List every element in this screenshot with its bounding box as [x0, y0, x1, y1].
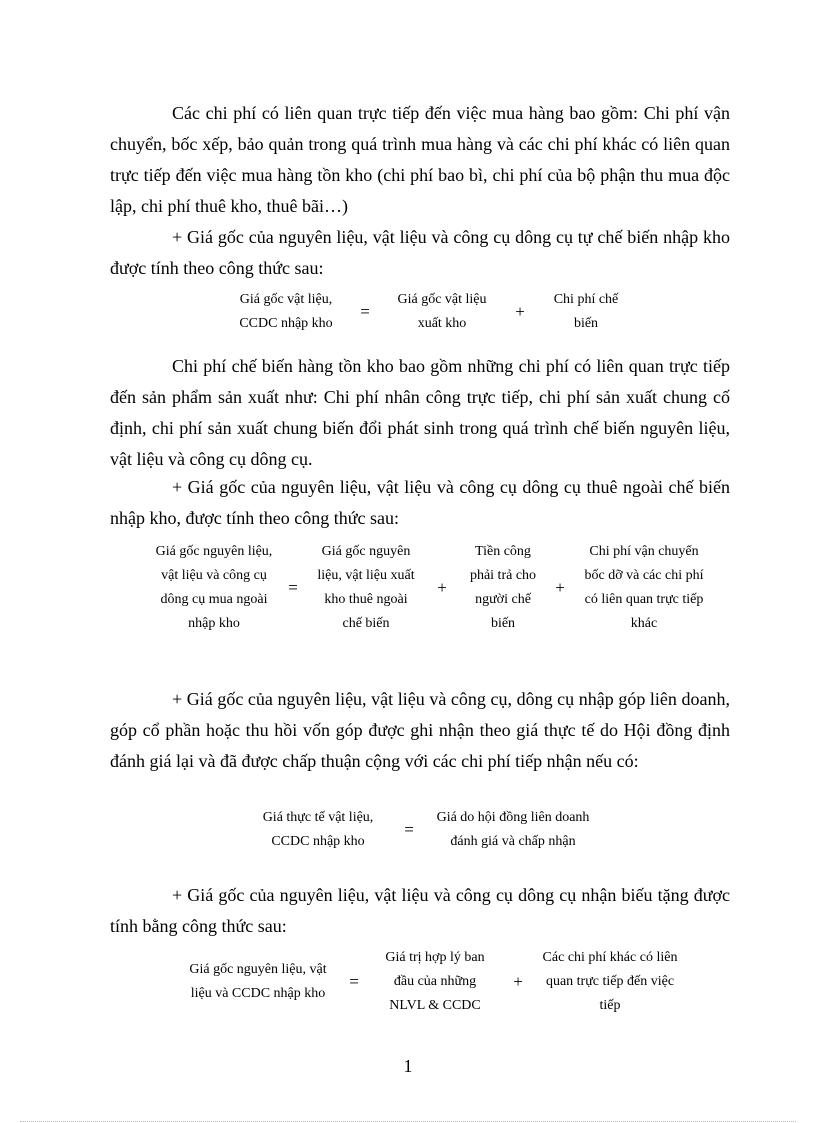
formula-capital-contribution	[250, 806, 594, 854]
formula4-equals: =	[349, 972, 359, 991]
formula4-plus: +	[513, 972, 523, 991]
formula1-plus: +	[515, 302, 525, 321]
formula4-term2: Các chi phí khác có liên quan trực tiếp đến việc tiếp	[542, 950, 678, 1013]
formula3-equals: =	[404, 820, 414, 839]
formula2-term1: Giá gốc nguyên liệu, vật liệu xuất kho thuê ngoài chế biến	[317, 544, 415, 631]
formula2-plus2: +	[555, 578, 565, 597]
formula2-term3: Chi phí vận chuyển bốc dỡ và các chi phí có liên quan trực tiếp khác	[584, 544, 704, 631]
formula3-lhs: Giá thực tế vật liệu, CCDC nhập kho	[262, 810, 374, 849]
paragraph-capital-contribution: + Giá gốc của nguyên liệu, vật liệu và công cụ, dông cụ nhập góp liên doanh, góp cổ phần hoặc thu hồi vốn góp được ghi nhận theo giá thực tế do Hội đồng định đánh giá lại và đã được chấp thuận cộng với các chi phí tiếp nhận nếu có:	[110, 689, 730, 771]
formula1-term1: Giá gốc vật liệu xuất kho	[397, 292, 487, 331]
formula2-equals: =	[288, 578, 298, 597]
paragraph-purchase-costs: Các chi phí có liên quan trực tiếp đến việc mua hàng bao gồm: Chi phí vận chuyển, bốc xếp, bảo quản trong quá trình mua hàng và các chi phí khác có liên quan trực tiếp đến việc mua hàng tồn kho (chi phí bao bì, chi phí của bộ phận thu mua độc lập, chi phí thuê kho, thuê bãi…)	[110, 103, 730, 216]
paragraph-self-processed: + Giá gốc của nguyên liệu, vật liệu và công cụ dông cụ tự chế biến nhập kho được tính theo công thức sau:	[110, 227, 730, 278]
formula2-term2: Tiền công phải trả cho người chế biến	[469, 544, 537, 631]
paragraph-donated: + Giá gốc của nguyên liệu, vật liệu và công cụ dông cụ nhận biếu tặng được tính bằng công thức sau:	[110, 885, 730, 936]
formula4-lhs: Giá gốc nguyên liệu, vật liệu và CCDC nhập kho	[189, 962, 327, 1001]
paragraph-processing-costs: Chi phí chế biến hàng tồn kho bao gồm những chi phí có liên quan trực tiếp đến sản phẩm sản xuất như: Chi phí nhân công trực tiếp, chi phí sản xuất chung cố định, chi phí sản xuất chung biến đổi phát sinh trong quá trình chế biến nguyên liệu, vật liệu và công cụ dông cụ.	[110, 356, 730, 469]
formula-outsourced	[155, 540, 709, 636]
formula4-term1: Giá trị hợp lý ban đầu của những NLVL & CCDC	[385, 950, 485, 1013]
formula2-plus1: +	[437, 578, 447, 597]
paragraph-outsourced: + Giá gốc của nguyên liệu, vật liệu và công cụ dông cụ thuê ngoài chế biến nhập kho, được tính theo công thức sau:	[110, 477, 730, 528]
page-number: 1	[403, 1056, 413, 1076]
formula2-lhs: Giá gốc nguyên liệu, vật liệu và công cụ dông cụ mua ngoài nhập kho	[155, 544, 273, 631]
formula-donated	[184, 946, 678, 1018]
formula1-term2: Chi phí chế biến	[553, 292, 619, 331]
formula3-term1: Giá do hội đồng liên doanh đánh giá và chấp nhận	[436, 810, 590, 849]
page-bottom-divider	[20, 1121, 796, 1122]
formula-self-processed	[226, 288, 632, 336]
formula1-equals: =	[360, 302, 370, 321]
formula1-lhs: Giá gốc vật liệu, CCDC nhập kho	[239, 292, 333, 331]
